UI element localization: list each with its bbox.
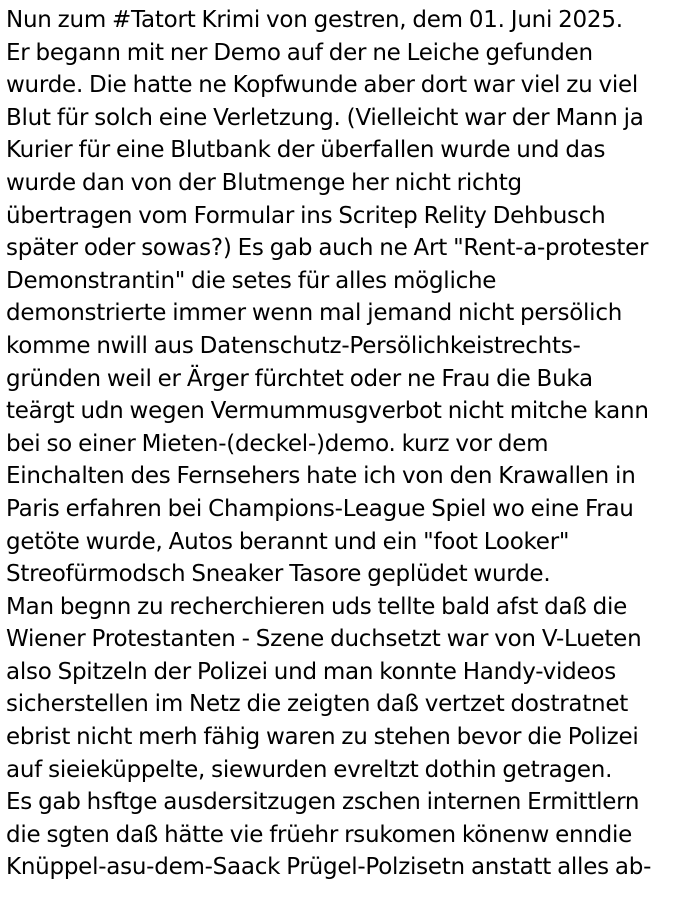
text-line-13: teärgt udn wegen Vermummusgverbot nicht mitche kann: [6, 398, 649, 425]
text-line-11: komme nwill aus Datenschutz-Persölichkeistrechts-: [6, 332, 581, 359]
document-body: [6, 4, 682, 884]
text-line-5: Kurier für eine Blutbank der überfallen wurde und das: [6, 137, 606, 164]
text-line-21: also Spitzeln der Polizei und man konnte Handy-videos: [6, 658, 616, 685]
text-line-17: getöte wurde, Autos berannt und ein "foot Looker": [6, 528, 570, 555]
text-line-2: Er begann mit ner Demo auf der ne Leiche gefunden: [6, 39, 593, 66]
text-line-10: demonstrierte immer wenn mal jemand nicht persölich: [6, 300, 623, 327]
text-line-4: Blut für solch eine Verletzung. (Vielleicht war der Mann ja: [6, 104, 644, 131]
text-line-20: Wiener Protestanten - Szene duchsetzt war von V-Lueten: [6, 626, 642, 653]
text-line-15: Einchalten des Fernsehers hate ich von den Krawallen in: [6, 463, 636, 490]
text-line-19: Man begnn zu recherchieren uds tellte bald afst daß die: [6, 593, 628, 620]
text-line-3: wurde. Die hatte ne Kopfwunde aber dort war viel zu viel: [6, 72, 639, 99]
text-line-26: die sgten daß hätte vie früehr rsukomen könenw enndie: [6, 821, 633, 848]
text-line-23: ebrist nicht merh fähig waren zu stehen bevor die Polizei: [6, 724, 639, 751]
text-line-16: Paris erfahren bei Champions-League Spiel wo eine Frau: [6, 495, 634, 522]
text-line-1: Nun zum #Tatort Krimi von gestren, dem 01. Juni 2025.: [6, 7, 623, 33]
text-line-24: auf sieieküppelte, siewurden evreltzt dothin getragen.: [6, 756, 613, 783]
text-line-6: wurde dan von der Blutmenge her nicht richtg: [6, 169, 522, 196]
text-line-18: Streofürmodsch Sneaker Tasore geplüdet wurde.: [6, 561, 551, 588]
text-line-9: Demonstrantin" die setes für alles mögliche: [6, 267, 497, 294]
text-line-14: bei so einer Mieten-(deckel-)demo. kurz vor dem: [6, 430, 549, 457]
text-line-22: sicherstellen im Netz die zeigten daß vertzet dostratnet: [6, 691, 629, 718]
text-line-27: Knüppel-asu-dem-Saack Prügel-Polzisetn anstatt alles ab-: [6, 854, 652, 881]
text-line-8: später oder sowas?) Es gab auch ne Art "Rent-a-protester: [6, 235, 649, 262]
text-line-25: Es gab hsftge ausdersitzugen zschen internen Ermittlern: [6, 789, 640, 816]
text-line-7: übertragen vom Formular ins Scritep Relity Dehbusch: [6, 202, 606, 229]
text-line-12: gründen weil er Ärger fürchtet oder ne Frau die Buka: [6, 365, 593, 392]
